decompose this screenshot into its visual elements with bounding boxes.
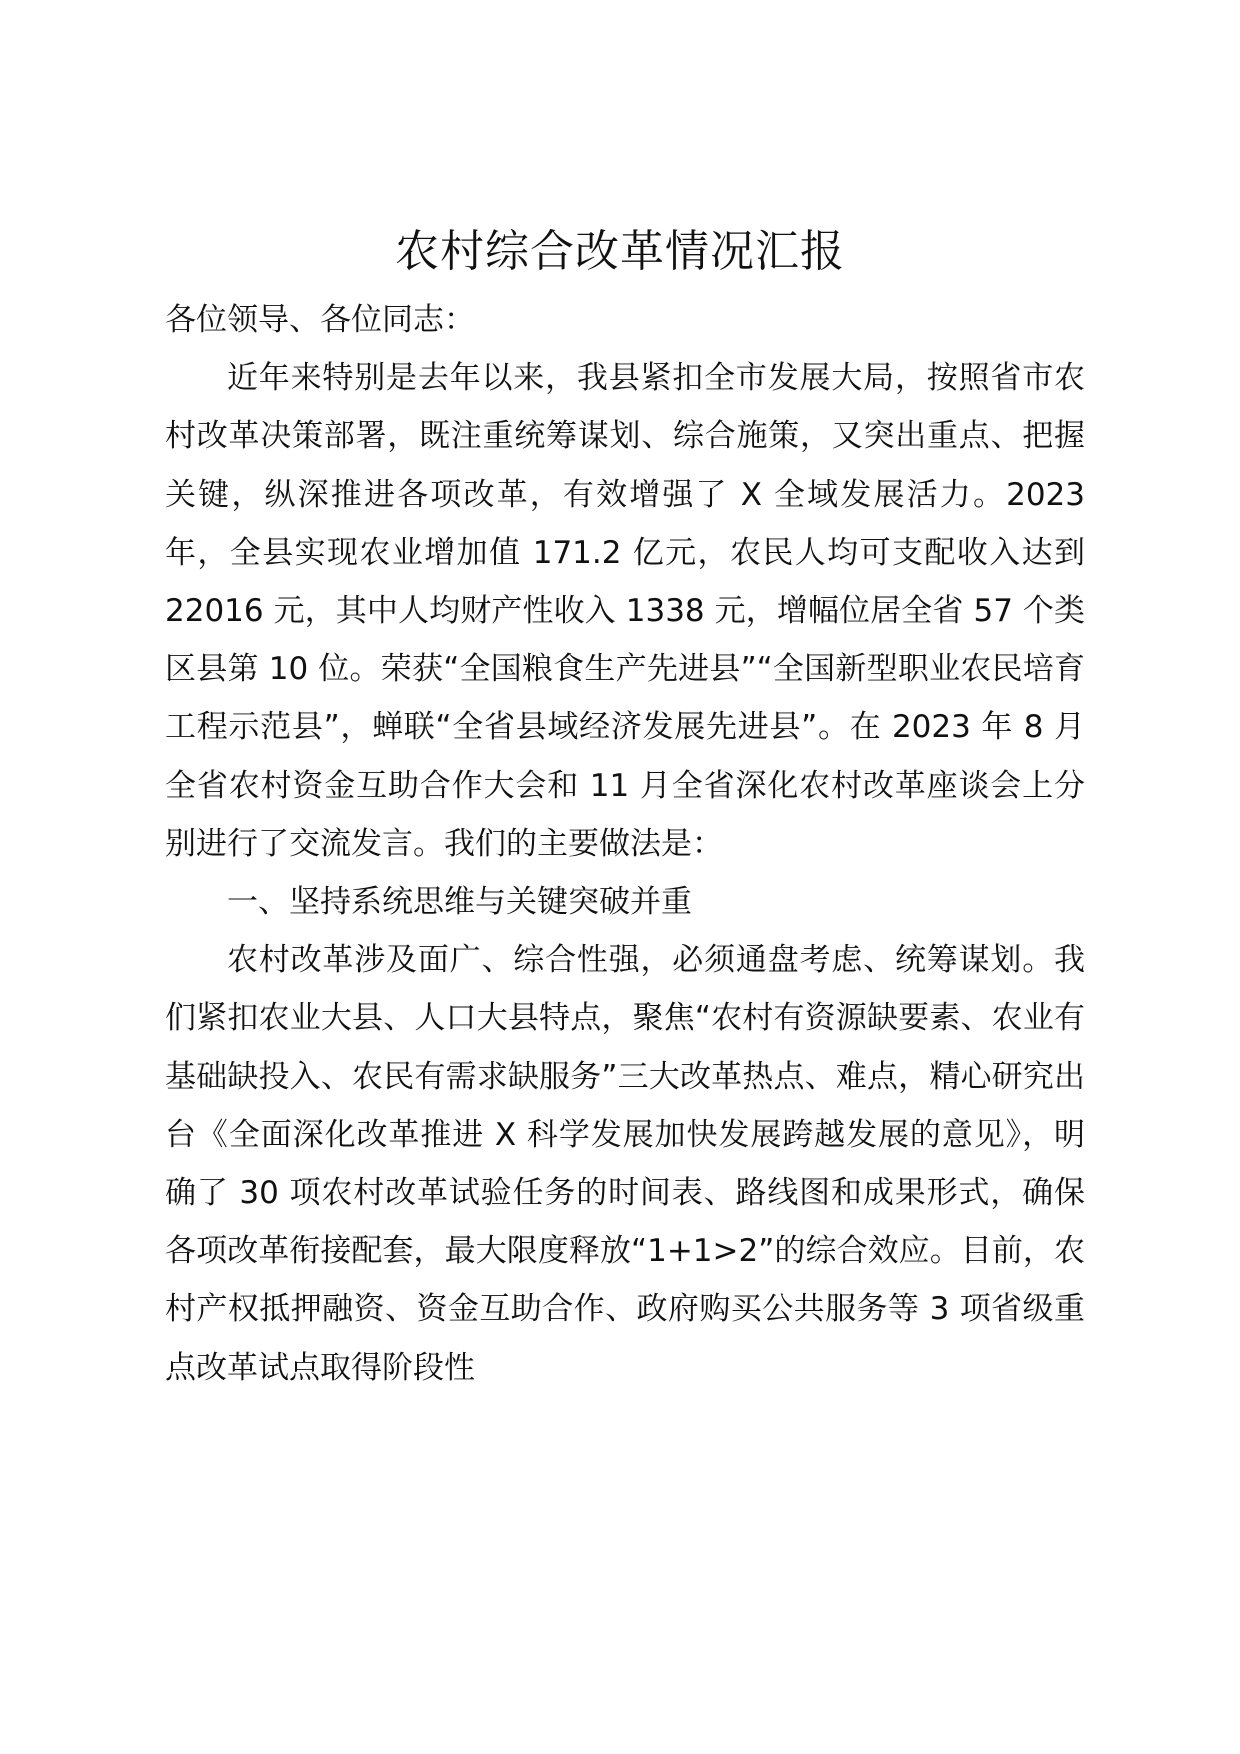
salutation: 各位领导、各位同志： (165, 302, 475, 338)
document-title: 农村综合改革情况汇报 (395, 226, 845, 277)
intro-paragraph: 近年来特别是去年以来，我县紧扣全市发展大局，按照省市农村改革决策部署，既注重统筹谋划、综合施策，又突出重点、把握关键，纵深推进各项改革，有效增强了 X 全域发展活力。2023 年，全县实现农业增加值 171.2 亿元，农民人均可支配收入达到 22016 元，其中人均财产性收入 1338 元，增幅位居全省 57 个类区县第 10 位。荣获“全国粮食生产先进县”“全国新型职业农民培育工程示范县”，蝉联“全省县域经济发展先进县”。在 2023 年 8 月全省农村资金互助合作大会和 11 月全省深化农村改革座谈会上分别进行了交流发言。我们的主要做法是： (165, 360, 1085, 862)
document-body (165, 291, 1085, 1397)
section-1-paragraph: 农村改革涉及面广、综合性强，必须通盘考虑、统筹谋划。我们紧扣农业大县、人口大县特点，聚焦“农村有资源缺要素、农业有基础缺投入、农民有需求缺服务”三大改革热点、难点，精心研究出台《全面深化改革推进 X 科学发展加快发展跨越发展的意见》，明确了 30 项农村改革试验任务的时间表、路线图和成果形式，确保各项改革衔接配套，最大限度释放“1+1>2”的综合效应。目前，农村产权抵押融资、资金互助合作、政府购买公共服务等 3 项省级重点改革试点取得阶段性 (165, 942, 1085, 1386)
section-heading-1: 一、坚持系统思维与关键突破并重 (227, 884, 692, 921)
